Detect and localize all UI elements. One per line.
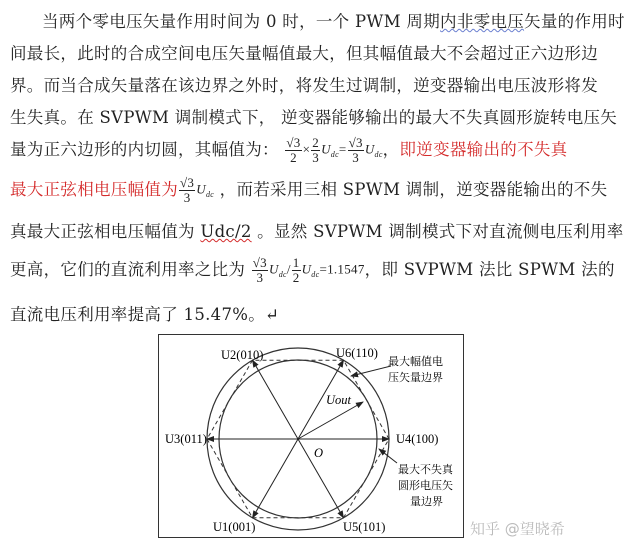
- text: 矢量的作用时: [524, 12, 625, 31]
- text: 更高，它们的直流利用率之比为: [10, 260, 251, 279]
- note-max-undistorted-1: 最大不失真: [398, 463, 453, 476]
- numerator: 1: [292, 255, 300, 270]
- vector-u1: [253, 439, 299, 518]
- var: U: [269, 261, 279, 277]
- note-max-undistorted-3: 量边界: [410, 495, 443, 508]
- paragraph-line-9: 直流电压利用率提高了 15.47%。↵: [10, 305, 280, 324]
- note-max-amplitude-1: 最大幅值电: [388, 355, 443, 368]
- denominator: 3: [312, 150, 320, 165]
- denominator: 3: [256, 270, 264, 285]
- denominator: 2: [290, 150, 297, 165]
- numerator: √3: [252, 255, 267, 270]
- spellcheck-underlined-text: Udc/2: [200, 222, 252, 241]
- denominator: 3: [183, 190, 191, 205]
- label-u1: U1(001): [213, 520, 256, 534]
- op: ×: [302, 141, 311, 157]
- numerator: 2: [312, 135, 320, 150]
- text: ，: [382, 140, 400, 159]
- svpwm-vector-diagram: [158, 334, 464, 538]
- label-u5: U5(101): [343, 520, 386, 534]
- numerator: √3: [348, 135, 363, 150]
- spellcheck-underlined-text: 内非零电压: [440, 12, 525, 31]
- numerator: √3: [286, 135, 301, 150]
- label-u6: U6(110): [336, 346, 378, 360]
- paragraph-line-2: 间最长，此时的合成空间电压矢量幅值最大，但其幅值最大不会超过正六边形边: [10, 44, 598, 63]
- subscript: dc: [330, 150, 339, 160]
- vector-u2: [253, 360, 299, 439]
- note-max-amplitude-2: 压矢量边界: [388, 371, 443, 384]
- label-u2: U2(010): [221, 348, 264, 362]
- label-uout: Uout: [326, 393, 351, 407]
- op: /: [286, 261, 291, 277]
- paragraph-line-4: 生失真。在 SVPWM 调制模式下， 逆变器能够输出的最大不失真圆形旋转电压矢: [10, 108, 618, 127]
- label-origin: O: [314, 446, 324, 460]
- text: 量为正六边形的内切圆，其幅值为：: [10, 140, 279, 159]
- subscript: dc: [311, 270, 320, 280]
- note-max-undistorted-2: 圆形电压矢: [398, 479, 453, 492]
- var: U: [301, 261, 312, 277]
- label-u4: U4(100): [396, 432, 439, 446]
- highlighted-text: 最大正弦相电压幅值为: [10, 180, 178, 199]
- text: ，即 SVPWM 法比 SPWM 法的: [364, 260, 615, 279]
- text: 当两个零电压矢量作用时间为 0 时，一个 PWM 周期: [42, 12, 441, 31]
- label-u3: U3(011): [165, 432, 207, 446]
- watermark: 知乎 @望晓希: [470, 520, 565, 538]
- highlighted-text: 即逆变器输出的不失真: [399, 140, 568, 159]
- var: U: [364, 141, 375, 157]
- result: =1.1547: [319, 261, 365, 277]
- denominator: 2: [292, 270, 300, 285]
- text: 真最大正弦相电压幅值为: [10, 222, 201, 241]
- numerator: √3: [180, 175, 195, 190]
- text: ，而若采用三相 SPWM 调制，逆变器能输出的不失: [214, 180, 608, 199]
- subscript: dc: [278, 270, 287, 280]
- var: U: [321, 141, 331, 157]
- subscript: dc: [374, 150, 383, 160]
- text: 。显然 SVPWM 调制模式下对直流侧电压利用率: [251, 222, 624, 241]
- var: U: [196, 181, 206, 197]
- vector-uout: [298, 402, 363, 439]
- op: =: [338, 141, 347, 157]
- paragraph-line-3: 界。而当合成矢量落在该边界之外时，将发生过调制，逆变器输出电压波形将发: [10, 76, 598, 95]
- denominator: 3: [352, 150, 360, 165]
- diagram-svg: [1, 1, 601, 555]
- pointer-max-amplitude: [351, 366, 391, 376]
- subscript: dc: [205, 190, 215, 200]
